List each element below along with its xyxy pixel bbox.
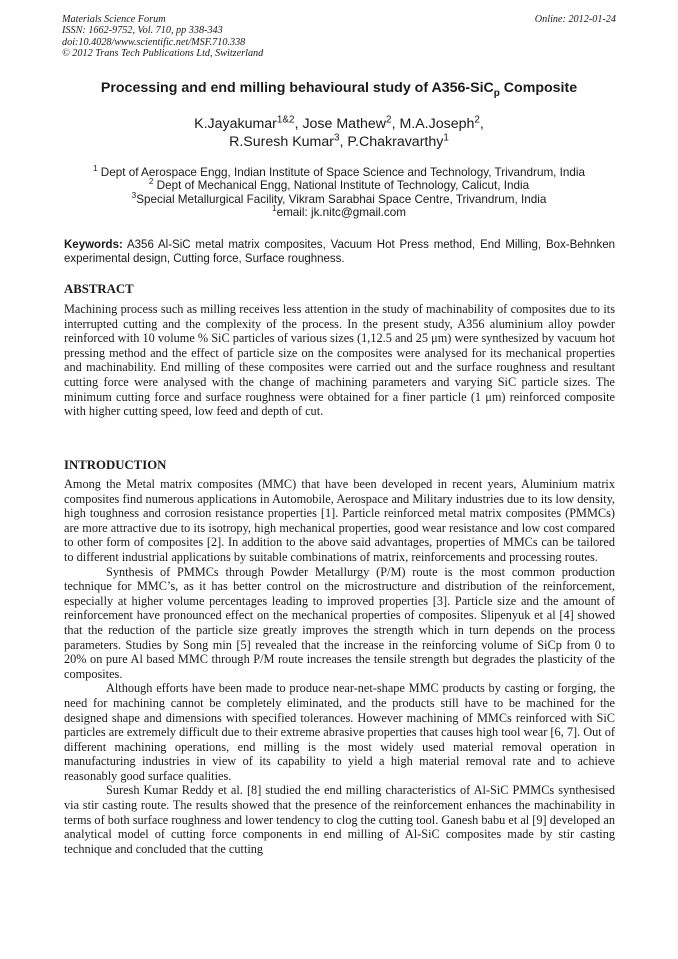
affil-text: Special Metallurgical Facility, Vikram Sarabhai Space Centre, Trivandrum, India [136, 192, 547, 206]
email-text: email: jk.nitc@gmail.com [276, 205, 406, 219]
affil-text: Dept of Mechanical Engg, National Institute of Technology, Calicut, India [153, 179, 530, 193]
keywords-label: Keywords: [64, 239, 123, 251]
affiliation-3 [40, 190, 638, 206]
affil-mark: 1 [272, 204, 277, 213]
abstract-text [64, 302, 615, 419]
affil-mark: 1 [92, 164, 98, 174]
title-suffix: Composite [499, 80, 578, 96]
author-name: , M.A.Joseph [391, 116, 475, 132]
author-name: K.Jayakumar [194, 116, 277, 132]
doi-line: doi:10.4028/www.scientific.net/MSF.710.338 [62, 36, 246, 48]
keywords-text: A356 Al-SiC metal matrix composites, Vacuum Hot Press method, End Milling, Box-Behnken experimental design, Cutting force, Surface roughness. [64, 239, 615, 265]
affiliation-2 [40, 179, 638, 192]
affil-mark: 3 [131, 190, 137, 200]
author-affil-mark: 2 [386, 114, 392, 126]
intro-paragraph-4: Suresh Kumar Reddy et al. [8] studied the end milling characteristics of Al-SiC PMMCs synthesised via stir casting route. The results showed that the presence of the reinforcement enhances the machinability in terms of both surface roughness and lower tendency to clog the cutting tool. Ganesh babu et al [9] developed an analytical model of cutting force components in end milling of Al-SiC composites made by stir casting technique and concluded that the cutting [64, 783, 615, 856]
keywords-block [64, 239, 615, 267]
intro-paragraph-1: Among the Metal matrix composites (MMC) that have been developed in recent years, Aluminium matrix composites find numerous applications in Automobile, Aerospace and Military industries due to its low density, high toughness and corrosion resistance properties [1]. Particle reinforced metal matrix composites (PMMCs) are more attractive due to its isotropy, high mechanical properties, good wear resistance and low cost compared to other form of composites [2]. In addition to the above said advantages, properties of MMCs can be tailored to different industrial applications by suitable combinations of matrix, reinforcements and processing routes. [64, 477, 615, 564]
author-affil-mark: 3 [333, 132, 340, 144]
author-separator: , [479, 116, 484, 132]
intro-paragraph-3: Although efforts have been made to produce near-net-shape MMC products by casting or forging, the need for machining cannot be completely eliminated, and the products still have to be machined for the designed shape and dimensions with specified tolerances. However machining of MMCs reinforced with SiC particles are extremely difficult due to their extreme abrasive properties that causes high tool wear [6, 7]. Out of different machining operations, end milling is the most widely used material removal operation in manufacturing industries in view of its capability to yield a high material removal rate and to achieve reasonably good surface qualities. [64, 681, 615, 783]
author-line-1 [40, 115, 638, 133]
intro-paragraph-2: Synthesis of PMMCs through Powder Metallurgy (P/M) route is the most common production technique for MMC’s, as it has better control on the microstructure and distribution of the reinforcement, especially at higher volume percentages leading to improved properties [3]. Particle size and the amount of reinforcement have pronounced effect on the mechanical properties of composites. Slipenyuk et al [4] showed that the reduction of the particle size greatly improves the strength which in turn depends on the process parameters. Studies by Song min [5] revealed that the increase in the reinforcing volume of SiCp from 0 to 20% on pure Al based MMC through P/M route increases the tensile strength but degrades the plasticity of the composites. [64, 564, 615, 681]
author-affil-mark: 1&2 [276, 114, 295, 126]
contact-email [40, 206, 638, 219]
author-name: , P.Chakravarthy [339, 134, 444, 150]
author-line-2 [40, 133, 638, 151]
affiliation-1 [40, 166, 638, 179]
author-name: R.Suresh Kumar [229, 134, 334, 150]
introduction-heading: INTRODUCTION [64, 458, 167, 472]
title-main: Processing and end milling behavioural study of A356-SiC [100, 80, 494, 96]
abstract-heading: ABSTRACT [64, 282, 134, 296]
issn-line: ISSN: 1662-9752, Vol. 710, pp 338-343 [62, 25, 223, 37]
author-list [40, 115, 638, 151]
affiliations [40, 166, 638, 219]
introduction-text [64, 477, 615, 856]
affil-text: Dept of Aerospace Engg, Indian Institute of Space Science and Technology, Trivandrum, India [97, 166, 586, 179]
author-affil-mark: 2 [474, 114, 480, 126]
online-date: Online: 2012-01-24 [534, 14, 616, 25]
author-affil-mark: 1 [443, 132, 449, 144]
author-name: , Jose Mathew [294, 116, 387, 132]
title-subscript: p [493, 87, 500, 99]
journal-name: Materials Science Forum [62, 14, 166, 25]
running-header [62, 14, 616, 59]
copyright-line: © 2012 Trans Tech Publications Ltd, Switzerland [62, 47, 264, 59]
abstract-paragraph: Machining process such as milling receives less attention in the study of machinability of composites due to its interrupted cutting and the complexity of the process. In the present study, A356 aluminium alloy powder reinforced with 10 volume % SiC particles of various sizes (1,12.5 and 25 μm) were synthesized by vacuum hot pressing method and the effect of particle size on the composites were analysed for its mechanical properties and machinability. End milling of these composites were carried out and the surface roughness and resultant cutting force were analysed with the change of machining parameters and varying SiC particle sizes. The minimum cutting force and surface roughness were obtained for a finer particle (1 μm) reinforced composite with higher cutting speed, low feed and depth of cut. [64, 302, 615, 419]
affil-mark: 2 [148, 177, 154, 187]
paper-title [40, 80, 638, 99]
